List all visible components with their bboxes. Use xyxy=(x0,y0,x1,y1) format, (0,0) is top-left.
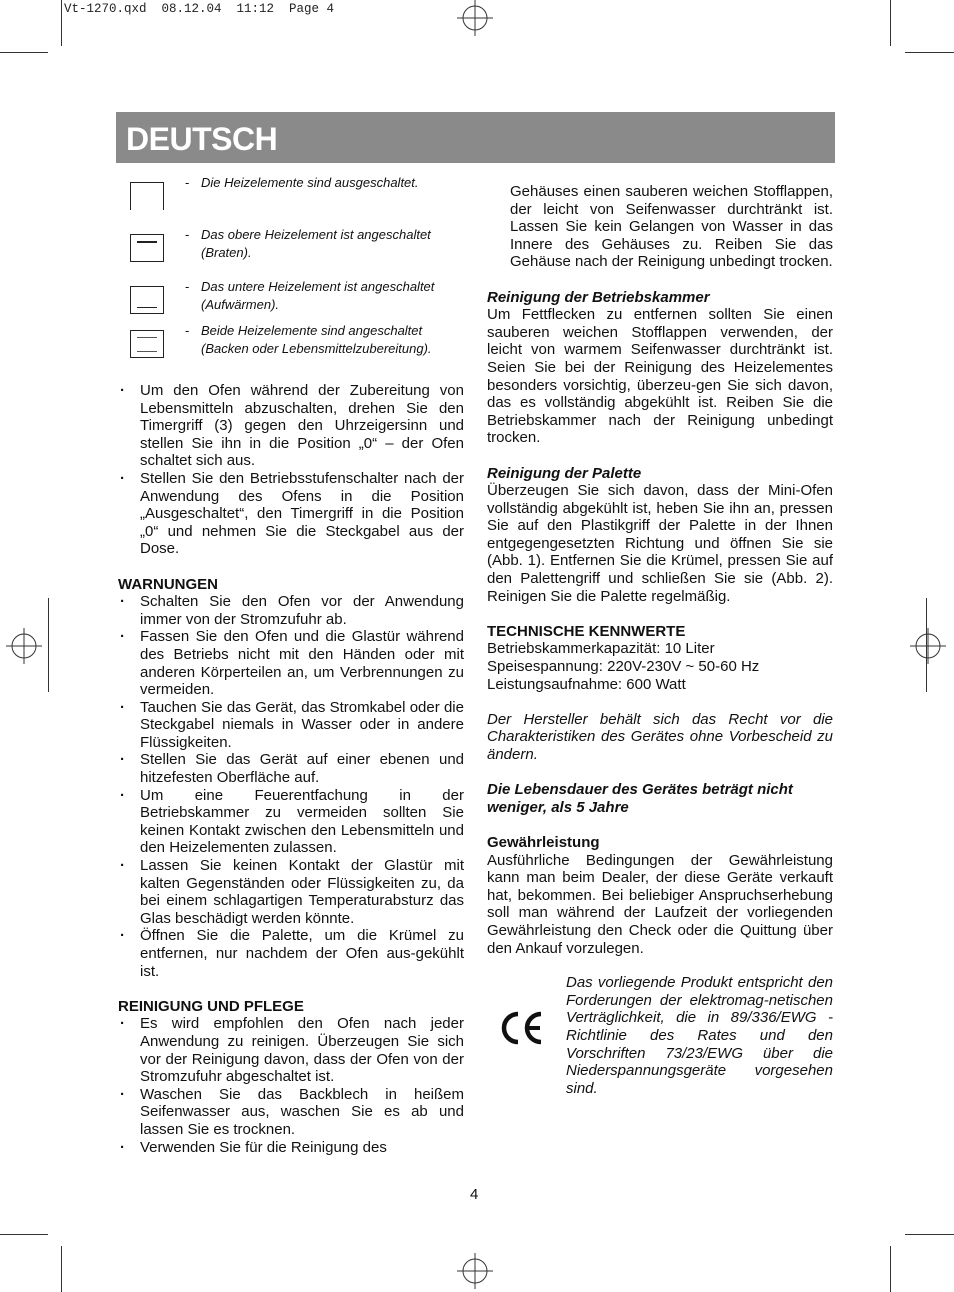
technical-specs-heading: TECHNISCHE KENNWERTE xyxy=(487,622,686,640)
registration-mark-icon xyxy=(910,628,946,664)
spec-line: Speisespannung: 220V-230V ~ 50-60 Hz xyxy=(487,658,760,676)
crop-mark xyxy=(905,52,954,53)
crop-mark xyxy=(890,1246,891,1292)
language-header xyxy=(116,112,835,163)
switch-description-line: Die Heizelemente sind ausgeschaltet. xyxy=(201,175,419,190)
list-item: · Öffnen Sie die Palette, um die Krümel zu entfernen, nur nachdem der Ofen aus-gekühlt ist. xyxy=(118,927,464,980)
switch-bottom-heater-icon xyxy=(130,286,164,314)
cleaning-heading: REINIGUNG UND PFLEGE xyxy=(118,997,304,1015)
crop-mark xyxy=(61,0,62,46)
switch-description: - Das untere Heizelement ist angeschaltet (Aufwärmen). xyxy=(185,278,470,314)
list-item: · Waschen Sie das Backblech in heißem Seifenwasser aus, waschen Sie es ab und lassen Sie es trocknen. xyxy=(118,1086,464,1139)
registration-mark-icon xyxy=(457,1253,493,1289)
switch-description-line: (Backen oder Lebensmittelzubereitung). xyxy=(201,341,432,356)
ce-conformity-block xyxy=(487,974,833,1104)
list-item: · Lassen Sie keinen Kontakt der Glastür mit kalten Gegenständen oder Flüssigkeiten zu, da bei einem schlagartigen Temperaturabsturz das Glas beschädigt werden könnte. xyxy=(118,857,464,927)
switch-description: - Die Heizelemente sind ausgeschaltet. xyxy=(185,174,470,192)
spec-line: Leistungsaufnahme: 600 Watt xyxy=(487,675,686,693)
manufacturer-note: Der Hersteller behält sich das Recht vor die Charakteristiken des Gerätes ohne Vorbescheid zu ändern. xyxy=(487,710,833,763)
switch-top-heater-icon xyxy=(130,234,164,262)
page-number: 4 xyxy=(470,1186,479,1203)
cleaning-continuation: Gehäuses einen sauberen weichen Stofflappen, der leicht von Seifenwasser durchtränkt ist. Lassen Sie kein Gelangen von Wasser in das Innere des Gehäuses zu. Reiben Sie das Gehäuse nach der Reinigung unbedingt trocken. xyxy=(510,183,833,271)
registration-mark-icon xyxy=(6,628,42,664)
warranty-text: Ausführliche Bedingungen der Gewährleistung kann man beim Dealer, der diese Geräte verkauft hat, bekommen. Bei beliebiger Anspruchserhebung soll man während der Laufzeit der vorliegenden Gewährleistung den Check oder die Quittung über den Ankauf vorzulegen. xyxy=(487,851,833,957)
list-item: · Fassen Sie den Ofen und die Glastür während des Betriebs nicht mit den Händen oder mit anderen Körperteilen an, um Verbrennungen zu vermeiden. xyxy=(118,628,464,698)
switch-off-icon xyxy=(130,182,164,210)
list-item: · Stellen Sie das Gerät auf einer ebenen und hitzefesten Oberfläche auf. xyxy=(118,751,464,786)
list-item: · Es wird empfohlen den Ofen nach jeder Anwendung zu reinigen. Überzeugen Sie sich vor der Reinigung davon, dass der Ofen von der Stromzufuhr abgeschaltet ist. xyxy=(118,1015,464,1085)
crop-mark xyxy=(926,598,927,692)
chamber-cleaning-text: Um Fettflecken zu entfernen sollten Sie einen sauberen weichen Stofflappen verwenden, der leicht von warmem Seifenwasser durchtränkt ist. Seien Sie bei der Reinigung des Heizelementes besonders vorsichtig, überzeu-gen Sie sich davon, das es vollständig abgekühlt ist. Reiben Sie die Betriebskammer nach der Reinigung unbedingt trocken. xyxy=(487,306,833,447)
crop-mark xyxy=(0,52,48,53)
ce-conformity-text: Das vorliegende Produkt entspricht den Forderungen der elektromag-netischen Verträglichkeit, die in 89/336/EWG -Richtlinie des Rates und den Vorschriften 73/23/EWG über die Niederspannungsgeräte vorgesehen sind. xyxy=(566,974,833,1097)
list-item: · Schalten Sie den Ofen vor der Anwendung immer von der Stromzufuhr ab. xyxy=(118,593,464,628)
crop-mark xyxy=(890,0,891,46)
switch-description: - Das obere Heizelement ist angeschaltet (Braten). xyxy=(185,226,470,262)
list-item: · Verwenden Sie für die Reinigung des xyxy=(118,1139,464,1157)
warnings-list xyxy=(118,593,464,980)
palette-cleaning-heading: Reinigung der Palette xyxy=(487,464,642,482)
warranty-heading: Gewährleistung xyxy=(487,833,600,851)
registration-mark-icon xyxy=(457,0,493,36)
ce-mark-icon xyxy=(499,1008,545,1048)
crop-mark xyxy=(48,598,49,692)
page-title: DEUTSCH xyxy=(126,121,278,157)
cleaning-list xyxy=(118,1015,464,1156)
crop-mark xyxy=(61,1246,62,1292)
switch-description-line: (Aufwärmen). xyxy=(201,297,280,312)
switch-description: - Beide Heizelemente sind angeschaltet (Backen oder Lebensmittelzubereitung). xyxy=(185,322,470,358)
lifetime-note: Die Lebensdauer des Gerätes beträgt nicht weniger, als 5 Jahre xyxy=(487,781,793,816)
right-column xyxy=(487,183,833,1104)
switch-description-line: (Braten). xyxy=(201,245,252,260)
switch-description-line: Das untere Heizelement ist angeschaltet xyxy=(201,279,435,294)
palette-cleaning-text: Überzeugen Sie sich davon, dass der Mini-Ofen vollständig abgekühlt ist, heben Sie ihn an, pressen Sie auf den Plastikgriff der Palette in der Ihnen entgegengesetzten Richtung und öffnen Sie sie (Abb. 1). Entfernen Sie die Krümel, pressen Sie auf den Palettengriff und schließen Sie sie (Abb. 2). Reinigen Sie die Palette regelmäßig. xyxy=(487,482,833,605)
list-item: · Stellen Sie den Betriebsstufenschalter nach der Anwendung des Ofens in die Position „Ausgeschaltet“, den Timergriff in die Position „0“ und nehmen Sie die Steckgabel aus der Dose. xyxy=(118,470,464,558)
switch-description-line: Das obere Heizelement ist angeschaltet xyxy=(201,227,431,242)
spec-line: Betriebskammerkapazität: 10 Liter xyxy=(487,640,715,658)
print-slug: Vt-1270.qxd 08.12.04 11:12 Page 4 xyxy=(64,2,335,16)
crop-mark xyxy=(0,1234,48,1235)
crop-mark xyxy=(905,1234,954,1235)
chamber-cleaning-heading: Reinigung der Betriebskammer xyxy=(487,288,710,306)
switch-description-line: Beide Heizelemente sind angeschaltet xyxy=(201,323,423,338)
list-item: · Tauchen Sie das Gerät, das Stromkabel oder die Steckgabel niemals in Wasser oder in andere Flüssigkeiten. xyxy=(118,699,464,752)
list-item: · Um den Ofen während der Zubereitung von Lebensmitteln abzuschalten, drehen Sie den Timergriff (3) gegen den Uhrzeigersinn und stellen Sie ihn in die Position „0“ – der Ofen schaltet sich aus. xyxy=(118,382,464,470)
intro-list xyxy=(118,382,464,558)
left-column xyxy=(118,382,464,1156)
list-item: · Um eine Feuerentfachung in der Betriebskammer zu vermeiden sollten Sie keinen Kontakt zwischen den Lebensmitteln und den Heizelementen zulassen. xyxy=(118,787,464,857)
switch-both-heaters-icon xyxy=(130,330,164,358)
warnings-heading: WARNUNGEN xyxy=(118,575,218,593)
